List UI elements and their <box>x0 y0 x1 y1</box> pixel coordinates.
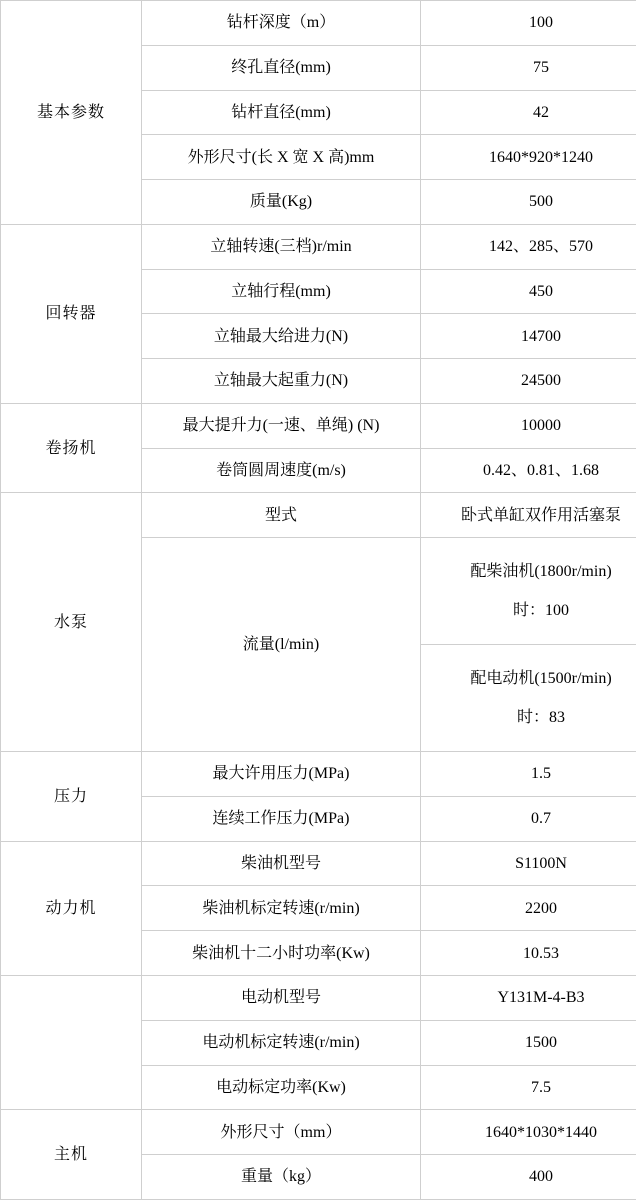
param-value: 100 <box>421 1 636 46</box>
param-value: 0.7 <box>421 796 636 841</box>
param-value-flow-diesel <box>421 538 636 645</box>
group-label-winch: 卷扬机 <box>1 403 142 493</box>
param-label: 外形尺寸（mm） <box>142 1110 421 1155</box>
param-label-flow: 流量(l/min) <box>142 538 421 752</box>
param-value: 2200 <box>421 886 636 931</box>
param-label: 立轴转速(三档)r/min <box>142 224 421 269</box>
group-label-pressure: 压力 <box>1 752 142 842</box>
group-label-basic: 基本参数 <box>1 1 142 225</box>
param-label: 终孔直径(mm) <box>142 45 421 90</box>
param-label: 最大许用压力(MPa) <box>142 752 421 797</box>
param-value: 1500 <box>421 1020 636 1065</box>
param-label: 连续工作压力(MPa) <box>142 796 421 841</box>
group-label-mainmachine: 主机 <box>1 1110 142 1200</box>
table-row <box>1 224 636 269</box>
param-value: 400 <box>421 1155 636 1200</box>
param-label: 立轴行程(mm) <box>142 269 421 314</box>
param-value: 10.53 <box>421 931 636 976</box>
param-label: 钻杆直径(mm) <box>142 90 421 135</box>
group-label-waterpump: 水泵 <box>1 493 142 752</box>
param-label: 电动标定功率(Kw) <box>142 1065 421 1110</box>
param-value: S1100N <box>421 841 636 886</box>
param-value: 7.5 <box>421 1065 636 1110</box>
table-row <box>1 752 636 797</box>
table-row <box>1 1 636 46</box>
param-label: 外形尺寸(长 X 宽 X 高)mm <box>142 135 421 180</box>
param-label: 钻杆深度（m） <box>142 1 421 46</box>
flow-diesel-line2: 时：100 <box>512 602 569 620</box>
group-label-powerunit: 动力机 <box>1 841 142 975</box>
param-label: 立轴最大起重力(N) <box>142 359 421 404</box>
param-label: 最大提升力(一速、单绳) (N) <box>142 403 421 448</box>
table-row <box>1 1110 636 1155</box>
table-row <box>1 403 636 448</box>
param-value: 142、285、570 <box>421 224 636 269</box>
param-value: 0.42、0.81、1.68 <box>421 448 636 493</box>
param-value: 450 <box>421 269 636 314</box>
param-label: 电动机型号 <box>142 976 421 1021</box>
group-label-electric-motor <box>1 976 142 1110</box>
param-label: 立轴最大给进力(N) <box>142 314 421 359</box>
param-value: 1.5 <box>421 752 636 797</box>
param-value: 卧式单缸双作用活塞泵 <box>421 493 636 538</box>
param-label: 重量（kg） <box>142 1155 421 1200</box>
flow-electric-line2: 时：83 <box>516 709 565 727</box>
param-label: 质量(Kg) <box>142 180 421 225</box>
param-value: 500 <box>421 180 636 225</box>
table-row <box>1 976 636 1021</box>
table-row <box>1 493 636 538</box>
param-value: 1640*920*1240 <box>421 135 636 180</box>
param-label: 型式 <box>142 493 421 538</box>
param-label: 卷筒圆周速度(m/s) <box>142 448 421 493</box>
param-label: 柴油机十二小时功率(Kw) <box>142 931 421 976</box>
param-label: 柴油机标定转速(r/min) <box>142 886 421 931</box>
param-value: 14700 <box>421 314 636 359</box>
param-value: 75 <box>421 45 636 90</box>
param-value-flow-electric <box>421 645 636 752</box>
flow-electric-line1: 配电动机(1500r/min) <box>470 670 612 687</box>
param-value: 42 <box>421 90 636 135</box>
flow-diesel-line1: 配柴油机(1800r/min) <box>470 563 612 580</box>
param-label: 电动机标定转速(r/min) <box>142 1020 421 1065</box>
group-label-rotator: 回转器 <box>1 224 142 403</box>
param-value: Y131M-4-B3 <box>421 976 636 1021</box>
param-value: 24500 <box>421 359 636 404</box>
param-label: 柴油机型号 <box>142 841 421 886</box>
table-row <box>1 841 636 886</box>
param-value: 10000 <box>421 403 636 448</box>
param-value: 1640*1030*1440 <box>421 1110 636 1155</box>
